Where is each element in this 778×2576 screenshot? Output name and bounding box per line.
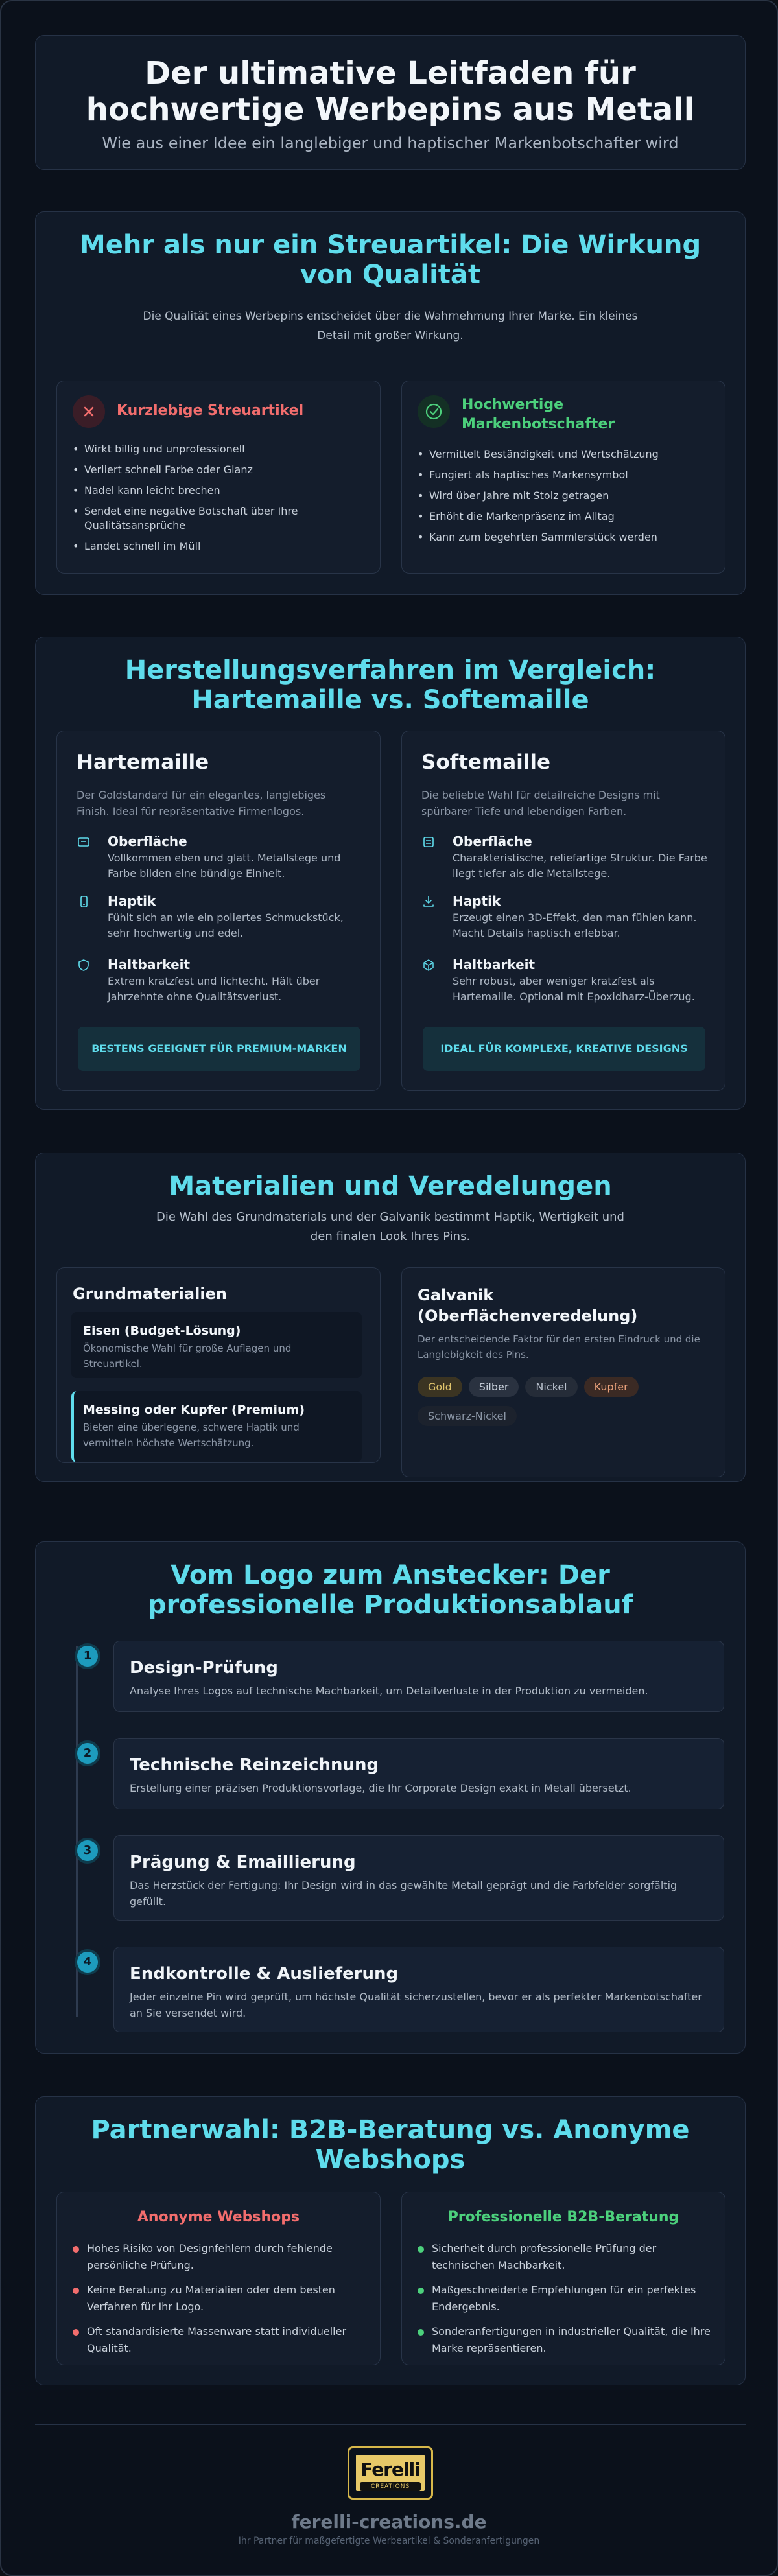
list-item: • Landet schnell im Müll (70, 539, 367, 554)
feature-1 (421, 834, 709, 882)
anon-title: Anonyme Webshops (137, 2209, 300, 2225)
hard-card (56, 731, 381, 1091)
feature-2 (421, 893, 709, 941)
section-title: Vom Logo zum Anstecker: Der professionelle Produktionsablauf (147, 1560, 633, 1620)
page-title: Der ultimative Leitfaden für hochwertige Werbepins aus Metall (86, 55, 695, 128)
section-title: Partnerwahl: B2B-Beratung vs. Anonyme Webshops (91, 2115, 690, 2175)
anon-list (70, 2240, 366, 2365)
b2b-title: Professionelle B2B-Beratung (447, 2209, 679, 2225)
material-title: Eisen (Budget-Lösung) (83, 1324, 241, 1338)
footer-domain[interactable]: ferelli-creations.de (291, 2511, 487, 2533)
plating-option[interactable]: Silber (469, 1377, 519, 1397)
hero-card (35, 35, 746, 170)
feature-title: Haltbarkeit (108, 957, 191, 972)
footer-logo-sub: CREATIONS (360, 2482, 421, 2491)
feature-text: Fühlt sich an wie ein poliertes Schmuckstück, sehr hochwertig und edel. (108, 911, 344, 939)
plating-title: Galvanik (Oberflächenveredelung) (418, 1286, 638, 1325)
plating-options (418, 1377, 712, 1435)
section-title: Herstellungsverfahren im Vergleich: Hartemaille vs. Softemaille (124, 655, 656, 715)
feature-text: Sehr robust, aber weniger kratzfest als Hartemaille. Optional mit Epoxidharz-Überzug. (453, 975, 695, 1003)
plating-card (401, 1267, 725, 1477)
feature-title: Haptik (453, 893, 501, 909)
good-card-title: Hochwertige Markenbotschafter (462, 397, 615, 432)
shield-icon (77, 958, 91, 972)
list-item: Sonderanfertigungen in industrieller Qualität, die Ihre Marke repräsentieren. (415, 2323, 711, 2357)
feature-1 (77, 834, 364, 882)
list-item: • Nadel kann leicht brechen (70, 484, 367, 498)
bad-card (56, 381, 381, 574)
step-number: 2 (75, 1740, 100, 1766)
feature-text: Vollkommen eben und glatt. Metallstege und Farbe bilden eine bündige Einheit. (108, 852, 341, 880)
section-intro: Die Wahl des Grundmaterials und der Galvanik bestimmt Haptik, Wertigkeit und den finalen Look Ihres Pins. (156, 1210, 624, 1243)
process-section (35, 1541, 746, 2054)
quality-section (35, 211, 746, 595)
step-title: Design-Prüfung (130, 1658, 278, 1678)
download-icon (421, 895, 436, 909)
material-text: Bieten eine überlegene, schwere Haptik und vermitteln höchste Wertschätzung. (83, 1422, 300, 1449)
check-circle-icon (418, 395, 450, 428)
plating-option[interactable]: Gold (418, 1377, 462, 1397)
cube-icon (421, 958, 436, 972)
list-item: • Wirkt billig und unprofessionell (70, 442, 367, 456)
soft-desc: Die beliebte Wahl für detailreiche Designs mit spürbarer Tiefe und lebendigen Farben. (421, 789, 660, 817)
step-title: Prägung & Emaillierung (130, 1853, 356, 1872)
list-item: • Sendet eine negative Botschaft über Ihre Qualitätsansprüche (70, 504, 367, 533)
feature-title: Haptik (108, 893, 156, 909)
list-item: • Fungiert als haptisches Markensymbol (415, 468, 712, 482)
base-materials-card (56, 1267, 381, 1463)
partner-section (35, 2096, 746, 2385)
footer-tagline: Ihr Partner für maßgefertigte Werbeartikel & Sonderanfertigungen (238, 2536, 540, 2546)
step-number: 4 (75, 1949, 100, 1975)
list-item: • Verliert schnell Farbe oder Glanz (70, 463, 367, 477)
soft-title: Softemaille (421, 751, 551, 774)
process-step (113, 1947, 724, 2032)
feature-3 (421, 957, 709, 1005)
soft-footer-badge: IDEAL FÜR KOMPLEXE, KREATIVE DESIGNS (423, 1027, 705, 1071)
close-icon (73, 395, 105, 428)
step-text: Jeder einzelne Pin wird geprüft, um höchste Qualität sicherzustellen, bevor er als perfekter Markenbotschafter an Sie versendet wird. (130, 1991, 702, 2019)
bad-card-title: Kurzlebige Streuartikel (117, 403, 304, 419)
step-title: Technische Reinzeichnung (130, 1755, 379, 1775)
anon-card (56, 2192, 381, 2365)
list-item: • Wird über Jahre mit Stolz getragen (415, 489, 712, 503)
soft-card (401, 731, 725, 1091)
step-text: Analyse Ihres Logos auf technische Machbarkeit, um Detailverluste in der Produktion zu vermeiden. (130, 1685, 648, 1697)
hard-footer-badge: BESTENS GEEIGNET FÜR PREMIUM-MARKEN (78, 1027, 360, 1071)
feature-title: Oberfläche (108, 834, 187, 849)
bad-list (70, 442, 367, 560)
material-item-brass (71, 1391, 362, 1462)
step-text: Das Herzstück der Fertigung: Ihr Design wird in das gewählte Metall geprägt und die Farbfelder sorgfältig gefüllt. (130, 1879, 678, 1908)
step-title: Endkontrolle & Auslieferung (130, 1964, 399, 1984)
material-title: Messing oder Kupfer (Premium) (83, 1403, 305, 1417)
feature-title: Haltbarkeit (453, 957, 536, 972)
hard-desc: Der Goldstandard für ein elegantes, langlebiges Finish. Ideal für repräsentative Firmenlogos. (77, 789, 326, 817)
feature-text: Erzeugt einen 3D-Effekt, den man fühlen kann. Macht Details haptisch erlebbar. (453, 911, 697, 939)
materials-section (35, 1153, 746, 1482)
process-step (113, 1835, 724, 1921)
feature-text: Charakteristische, reliefartige Struktur. Die Farbe liegt tiefer als die Metallstege. (453, 852, 707, 880)
enamel-section (35, 637, 746, 1110)
feature-3 (77, 957, 364, 1005)
list-item: • Vermittelt Beständigkeit und Wertschätzung (415, 447, 712, 462)
process-step (113, 1641, 724, 1712)
b2b-card (401, 2192, 725, 2365)
good-list (415, 447, 712, 551)
hard-title: Hartemaille (77, 751, 209, 774)
list-item: Keine Beratung zu Materialien oder dem besten Verfahren für Ihr Logo. (70, 2282, 366, 2315)
section-intro: Die Qualität eines Werbepins entscheidet über die Wahrnehmung Ihrer Marke. Ein kleines Detail mit großer Wirkung. (143, 310, 638, 342)
section-title: Mehr als nur ein Streuartikel: Die Wirkung von Qualität (79, 230, 701, 290)
section-title: Materialien und Veredelungen (169, 1171, 612, 1201)
plating-desc: Der entscheidende Faktor für den ersten Eindruck und die Langlebigkeit des Pins. (418, 1333, 700, 1361)
list-item: Sicherheit durch professionelle Prüfung der technischen Machbarkeit. (415, 2240, 711, 2274)
haptic-icon (77, 895, 91, 909)
feature-text: Extrem kratzfest und lichtecht. Hält über Jahrzehnte ohne Qualitätsverlust. (108, 975, 320, 1003)
list-item: Oft standardisierte Massenware statt individueller Qualität. (70, 2323, 366, 2357)
material-text: Ökonomische Wahl für große Auflagen und Streuartikel. (83, 1342, 292, 1370)
base-materials-title: Grundmaterialien (73, 1285, 227, 1303)
feature-title: Oberfläche (453, 834, 532, 849)
page-subtitle: Wie aus einer Idee ein langlebiger und haptischer Markenbotschafter wird (102, 134, 679, 152)
plating-option[interactable]: Kupfer (584, 1377, 639, 1397)
plating-option[interactable]: Schwarz-Nickel (418, 1406, 517, 1426)
list-item: • Kann zum begehrten Sammlerstück werden (415, 530, 712, 544)
step-text: Erstellung einer präzisen Produktionsvorlage, die Ihr Corporate Design exakt in Metall übersetzt. (130, 1782, 631, 1794)
step-number: 3 (75, 1838, 100, 1864)
process-step (113, 1738, 724, 1809)
plating-option[interactable]: Nickel (525, 1377, 577, 1397)
step-number: 1 (75, 1643, 100, 1669)
good-card (401, 381, 725, 574)
feature-2 (77, 893, 364, 941)
list-item: • Erhöht die Markenpräsenz im Alltag (415, 509, 712, 524)
material-item-iron (71, 1312, 362, 1378)
footer-divider (35, 2424, 746, 2425)
list-item: Maßgeschneiderte Empfehlungen für ein perfektes Endergebnis. (415, 2282, 711, 2315)
surface-icon (77, 835, 91, 849)
layers-icon (421, 835, 436, 849)
footer-logo[interactable] (348, 2446, 433, 2500)
list-item: Hohes Risiko von Designfehlern durch fehlende persönliche Prüfung. (70, 2240, 366, 2274)
footer-logo-text: Ferelli (360, 2459, 420, 2480)
b2b-list (415, 2240, 711, 2365)
